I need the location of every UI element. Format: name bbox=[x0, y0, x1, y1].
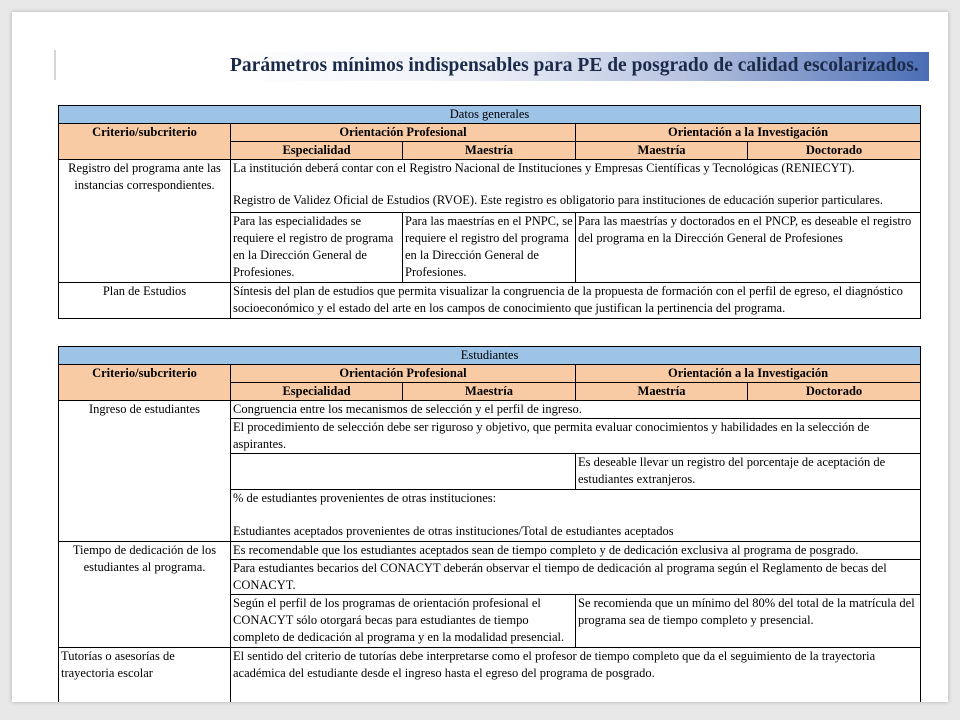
cell-tiempo-profesional: Según el perfil de los programas de orientación profesional el CONACYT sólo otorgará becas para estudiantes de tiempo completo de dedicación al programa y en la modalidad presencial. bbox=[231, 595, 576, 648]
datos-generales-table bbox=[58, 105, 921, 319]
header-maestria-profesional: Maestría bbox=[403, 142, 576, 160]
header-orientacion-investigacion: Orientación a la Investigación bbox=[576, 365, 921, 383]
cell-ingreso-procedimiento: El procedimiento de selección debe ser riguroso y objetivo, que permita evaluar conocimientos y habilidades en la selección de aspirantes. bbox=[231, 419, 921, 454]
text-porcentaje-formula: Estudiantes aceptados provenientes de otras instituciones/Total de estudiantes aceptados bbox=[233, 524, 674, 538]
title-banner bbox=[226, 52, 929, 81]
cell-ingreso-congruencia: Congruencia entre los mecanismos de selección y el perfil de ingreso. bbox=[231, 401, 921, 419]
text-rvoe: Registro de Validez Oficial de Estudios (RVOE). Este registro es obligatorio para instituciones de educación superior particulares. bbox=[233, 193, 883, 207]
slide-left-rule bbox=[54, 50, 56, 80]
header-orientacion-profesional: Orientación Profesional bbox=[231, 365, 576, 383]
cell-tiempo-investigacion: Se recomienda que un mínimo del 80% del total de la matrícula del programa sea de tiempo completo y presencial. bbox=[576, 595, 921, 648]
row-label-ingreso: Ingreso de estudiantes bbox=[59, 401, 231, 542]
cell-tiempo-becarios: Para estudiantes becarios del CONACYT deberán observar el tiempo de dedicación al programa según el Reglamento de becas del CONACYT. bbox=[231, 560, 921, 595]
estudiantes-table bbox=[58, 346, 921, 702]
cell-ingreso-porcentaje bbox=[231, 490, 921, 542]
cell-tutorias: El sentido del criterio de tutorías debe interpretarse como el profesor de tiempo completo que da el seguimiento de la trayectoria académica del estudiante desde el ingreso hasta el egreso del programa de posgrado. bbox=[231, 648, 921, 703]
cell-ingreso-profesional-empty bbox=[231, 454, 576, 490]
header-maestria-investigacion: Maestría bbox=[576, 142, 748, 160]
header-orientacion-investigacion: Orientación a la Investigación bbox=[576, 124, 921, 142]
header-maestria-profesional: Maestría bbox=[403, 383, 576, 401]
header-especialidad: Especialidad bbox=[231, 383, 403, 401]
slide-title: Parámetros mínimos indispensables para PE de posgrado de calidad escolarizados. bbox=[230, 55, 919, 76]
cell-registro-maestria: Para las maestrías en el PNPC, se requiere el registro del programa en la Dirección General de Profesiones. bbox=[403, 213, 576, 283]
header-doctorado: Doctorado bbox=[748, 383, 921, 401]
cell-registro-general bbox=[231, 160, 921, 213]
header-doctorado: Doctorado bbox=[748, 142, 921, 160]
row-label-plan: Plan de Estudios bbox=[59, 283, 231, 319]
cell-tiempo-recomendable: Es recomendable que los estudiantes aceptados sean de tiempo completo y de dedicación exclusiva al programa de posgrado. bbox=[231, 542, 921, 560]
slide bbox=[12, 12, 948, 702]
header-criterio: Criterio/subcriterio bbox=[59, 124, 231, 160]
text-porcentaje-label: % de estudiantes provenientes de otras instituciones: bbox=[233, 491, 497, 505]
header-maestria-investigacion: Maestría bbox=[576, 383, 748, 401]
cell-registro-investigacion: Para las maestrías y doctorados en el PNCP, es deseable el registro del programa en la Dirección General de Profesiones bbox=[576, 213, 921, 283]
row-label-registro: Registro del programa ante las instancias correspondientes. bbox=[59, 160, 231, 283]
section-title-datos-generales: Datos generales bbox=[59, 106, 921, 124]
row-label-tutorias: Tutorías o asesorías de trayectoria escolar bbox=[59, 648, 231, 703]
header-especialidad: Especialidad bbox=[231, 142, 403, 160]
row-label-tiempo: Tiempo de dedicación de los estudiantes al programa. bbox=[59, 542, 231, 648]
cell-plan-estudios: Síntesis del plan de estudios que permita visualizar la congruencia de la propuesta de formación con el perfil de egreso, el diagnóstico socioeconómico y el estado del arte en los campos de conocimiento que justifican la pertinencia del programa. bbox=[231, 283, 921, 319]
section-title-estudiantes: Estudiantes bbox=[59, 347, 921, 365]
header-orientacion-profesional: Orientación Profesional bbox=[231, 124, 576, 142]
header-criterio: Criterio/subcriterio bbox=[59, 365, 231, 401]
cell-ingreso-extranjeros: Es deseable llevar un registro del porcentaje de aceptación de estudiantes extranjeros. bbox=[576, 454, 921, 490]
text-reniecyt: La institución deberá contar con el Registro Nacional de Instituciones y Empresas Científicas y Tecnológicas (RENIECYT). bbox=[233, 161, 855, 175]
cell-registro-especialidad: Para las especialidades se requiere el registro de programa en la Dirección General de Profesiones. bbox=[231, 213, 403, 283]
